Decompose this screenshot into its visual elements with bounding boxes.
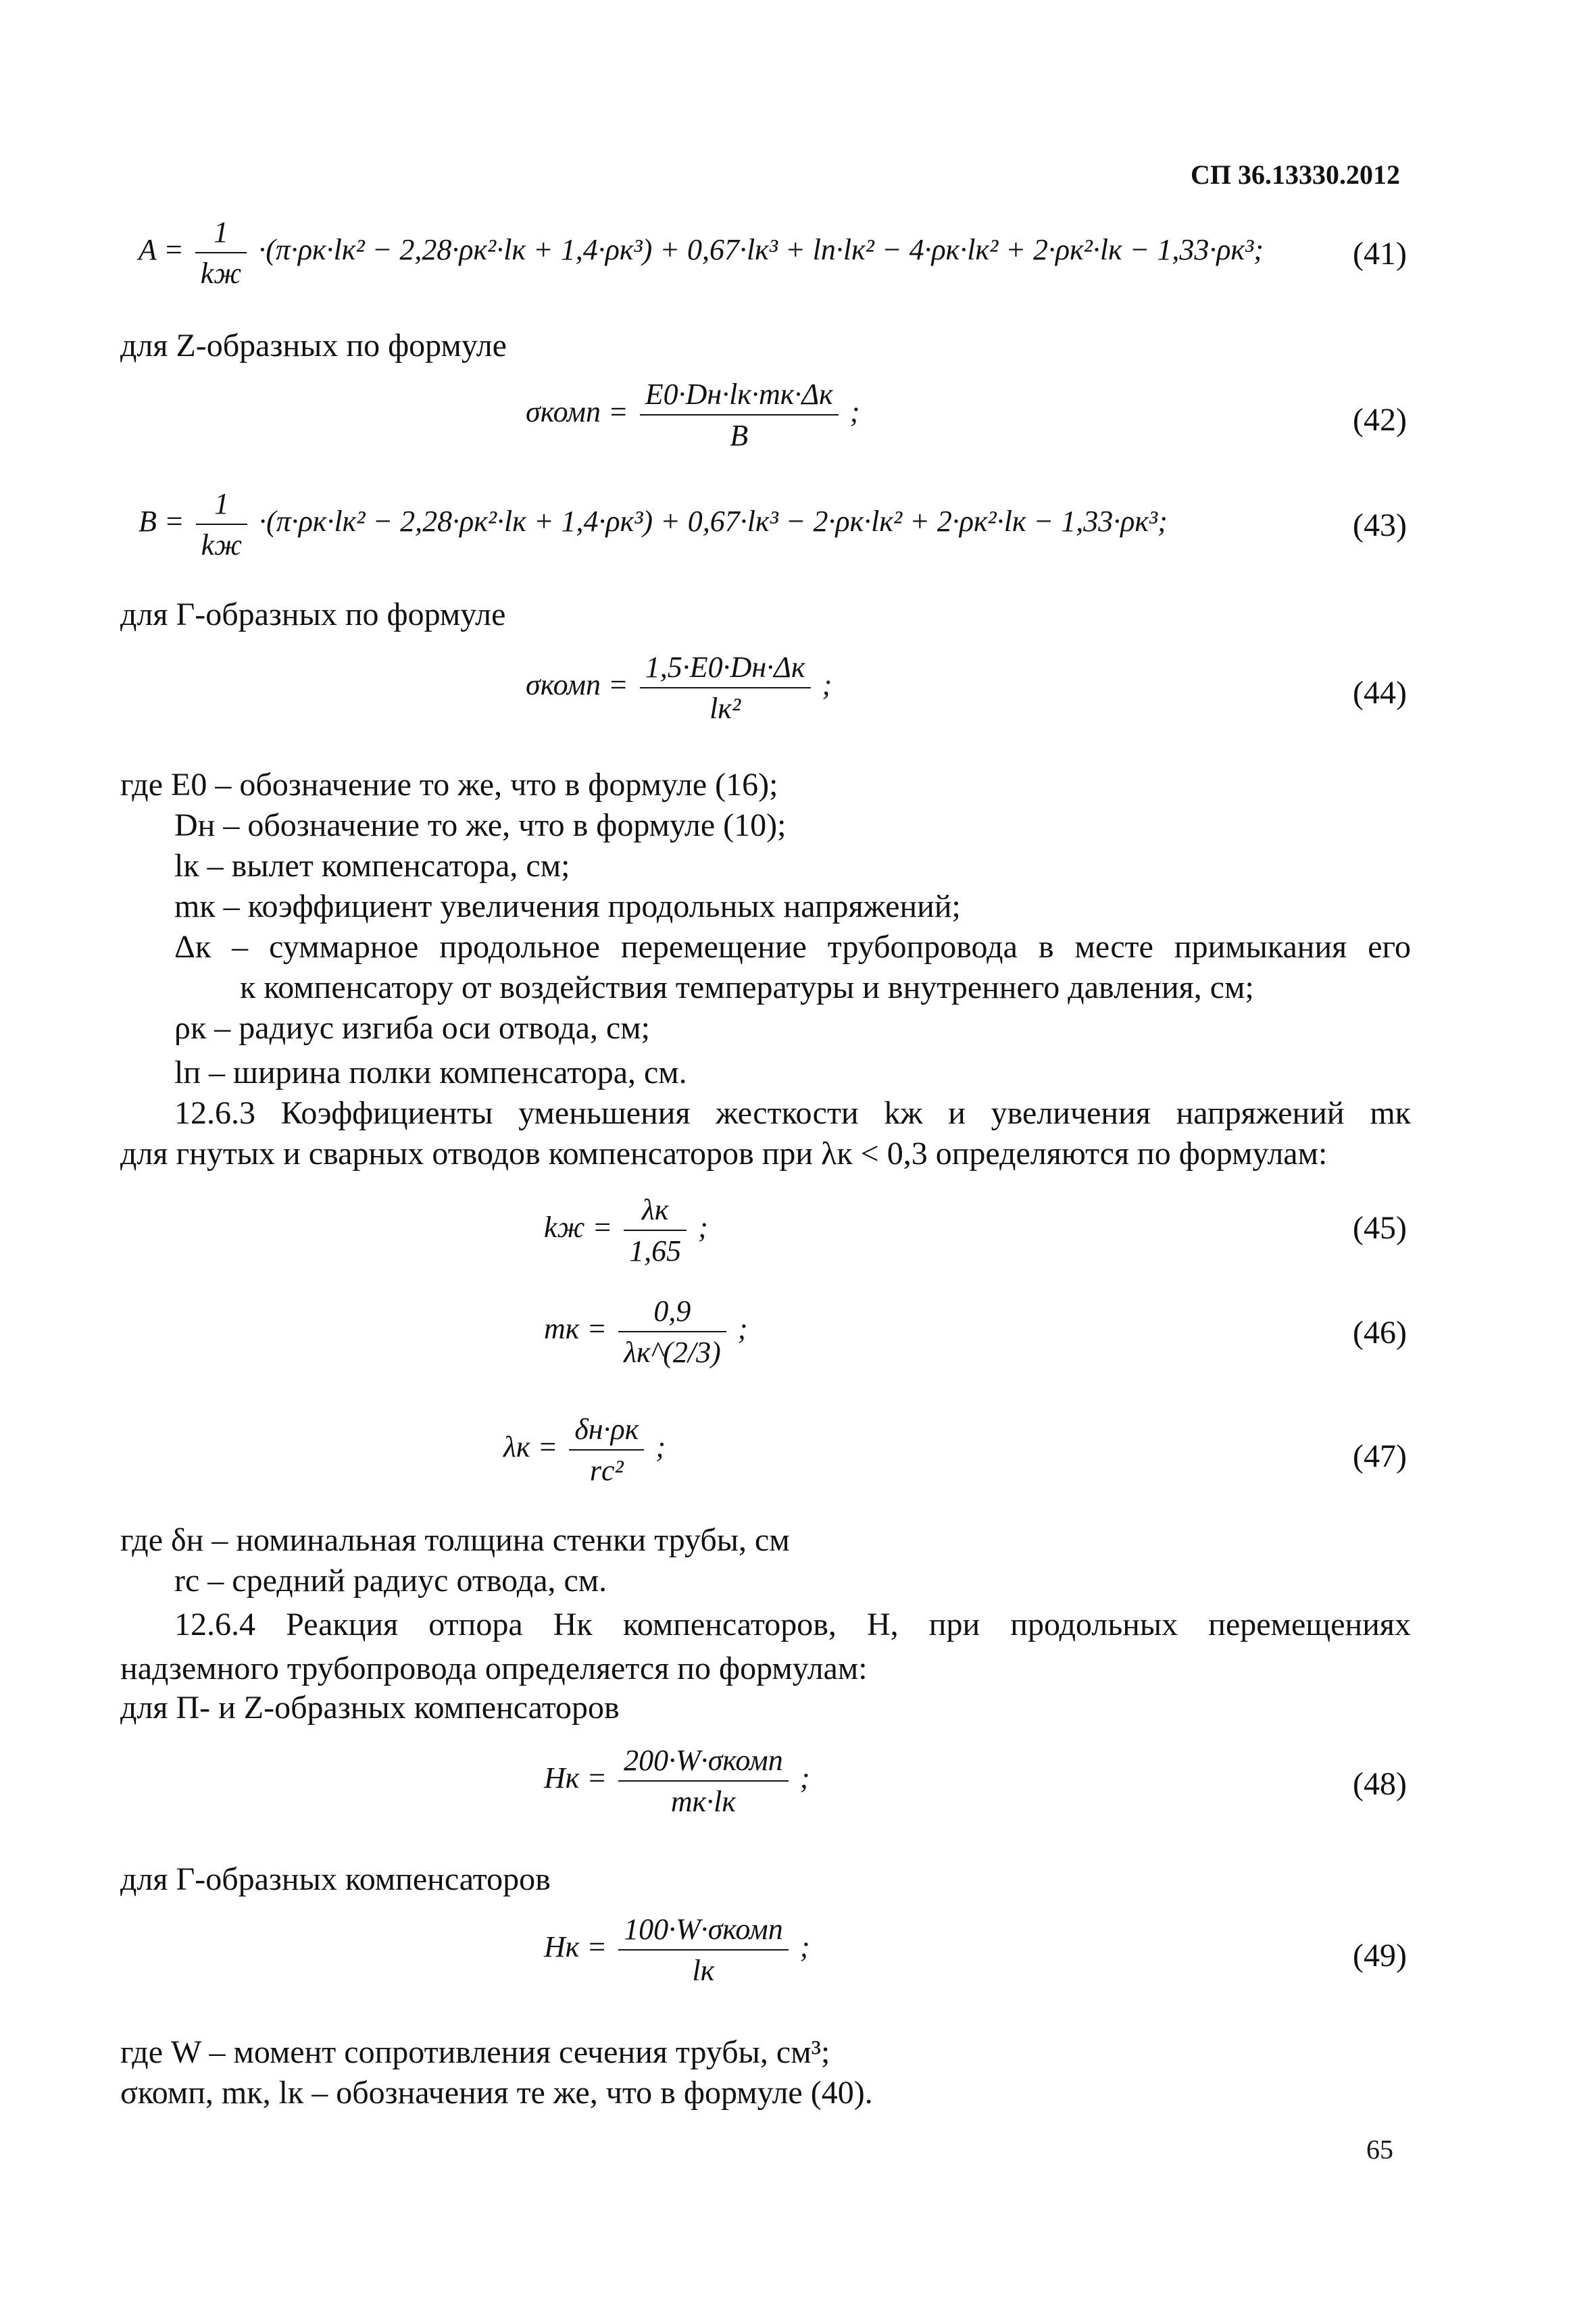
formula-41-rhs: ·(π·ρк·lк² − 2,28·ρк²·lк + 1,4·ρк³) + 0,67·lк³ + lп·lк² − 4·ρк·lк² + 2·ρк²·lк − 1,33·ρк³; xyxy=(258,233,1264,267)
where-sigma-mk-lk: σкомп, mк, lк – обозначения те же, что в формуле (40). xyxy=(120,2075,873,2111)
formula-43-denominator: kж xyxy=(201,528,243,561)
formula-46-number: (46) xyxy=(1353,1315,1407,1351)
formula-47 xyxy=(503,1412,666,1488)
formula-47-number: (47) xyxy=(1353,1438,1407,1474)
formula-47-lhs: λк = xyxy=(503,1430,558,1464)
paragraph-12-6-3-line1: 12.6.3 Коэффициенты уменьшения жесткости kж и увеличения напряжений mк xyxy=(174,1095,1411,1131)
formula-44-number: (44) xyxy=(1353,675,1407,711)
where-lk: lк – вылет компенсатора, см; xyxy=(174,848,570,884)
formula-41-numerator: 1 xyxy=(195,215,247,253)
g-compensators-intro: для Г-образных компенсаторов xyxy=(120,1861,551,1897)
formula-43 xyxy=(139,486,1168,562)
formula-42-denominator: B xyxy=(730,419,749,452)
formula-48-number: (48) xyxy=(1353,1766,1407,1802)
formula-46-rhs: ; xyxy=(737,1312,748,1346)
formula-49-number: (49) xyxy=(1353,1938,1407,1973)
formula-42-fraction xyxy=(640,377,839,453)
formula-43-lhs: B = xyxy=(139,505,184,538)
formula-45-rhs: ; xyxy=(698,1211,708,1244)
z-shaped-intro: для Z-образных по формуле xyxy=(120,328,507,363)
formula-48-fraction xyxy=(618,1743,789,1819)
formula-42-rhs: ; xyxy=(849,395,860,429)
where-delta-k-line2: к компенсатору от воздействия температуры и внутреннего давления, см; xyxy=(240,970,1254,1005)
formula-46-numerator: 0,9 xyxy=(618,1294,726,1332)
formula-48-rhs: ; xyxy=(799,1761,810,1795)
where-rc: rс – средний радиус отвода, см. xyxy=(174,1563,607,1599)
formula-44-rhs: ; xyxy=(822,668,832,702)
formula-48-denominator: mк·lк xyxy=(670,1785,736,1818)
formula-41-number: (41) xyxy=(1353,236,1407,272)
formula-41-denominator: kж xyxy=(200,257,242,290)
page-number: 65 xyxy=(1366,2134,1393,2165)
formula-44-numerator: 1,5·E0·Dн·Δк xyxy=(640,650,811,688)
formula-42-number: (42) xyxy=(1353,402,1407,438)
formula-46-fraction xyxy=(618,1294,726,1369)
formula-45 xyxy=(544,1192,708,1268)
formula-49-fraction xyxy=(618,1912,789,1988)
formula-43-rhs: ·(π·ρк·lк² − 2,28·ρк²·lк + 1,4·ρк³) + 0,67·lк³ − 2·ρк·lк² + 2·ρк²·lк − 1,33·ρк³; xyxy=(259,505,1168,538)
formula-42-lhs: σкомп = xyxy=(526,395,628,429)
formula-49-lhs: Hк = xyxy=(544,1930,607,1964)
formula-45-fraction xyxy=(624,1192,687,1268)
paragraph-12-6-4-line2: надземного трубопровода определяется по формулам: xyxy=(120,1651,868,1686)
formula-42-numerator: E0·Dн·lк·mк·Δк xyxy=(640,377,839,416)
formula-49-rhs: ; xyxy=(799,1930,810,1964)
where-dn: Dн – обозначение то же, что в формуле (10); xyxy=(174,807,787,843)
formula-46-lhs: mк = xyxy=(544,1312,607,1346)
formula-49-numerator: 100·W·σкомп xyxy=(618,1912,789,1951)
where-delta-k-line1: Δк – суммарное продольное перемещение трубопровода в месте примыкания его xyxy=(174,929,1411,965)
formula-45-lhs: kж = xyxy=(544,1211,613,1244)
paragraph-12-6-4-line1: 12.6.4 Реакция отпора Hк компенсаторов, H, при продольных перемещениях xyxy=(174,1607,1411,1642)
formula-47-fraction xyxy=(569,1412,644,1488)
formula-43-fraction xyxy=(196,486,247,562)
formula-41-lhs: A = xyxy=(139,233,184,267)
where-e0: где E0 – обозначение то же, что в формуле (16); xyxy=(120,767,778,803)
where-w: где W – момент сопротивления сечения трубы, см³; xyxy=(120,2034,830,2070)
where-rho-k: ρк – радиус изгиба оси отвода, см; xyxy=(174,1010,650,1046)
formula-46 xyxy=(544,1294,747,1369)
formula-42 xyxy=(526,377,859,453)
g-shaped-intro: для Г-образных по формуле xyxy=(120,597,506,632)
formula-44 xyxy=(526,650,832,726)
formula-44-fraction xyxy=(640,650,811,726)
formula-45-number: (45) xyxy=(1353,1210,1407,1246)
document-code-header: СП 36.13330.2012 xyxy=(1191,159,1400,190)
formula-49-denominator: lк xyxy=(692,1954,715,1987)
formula-48-numerator: 200·W·σкомп xyxy=(618,1743,789,1782)
where-delta-n: где δн – номинальная толщина стенки трубы, см xyxy=(120,1522,790,1558)
formula-49 xyxy=(544,1912,809,1988)
formula-47-numerator: δн·ρк xyxy=(569,1412,644,1451)
formula-46-denominator: λк^(2/3) xyxy=(624,1336,721,1369)
p-and-z-compensators-intro: для П- и Z-образных компенсаторов xyxy=(120,1690,620,1726)
formula-48-lhs: Hк = xyxy=(544,1761,607,1795)
formula-43-numerator: 1 xyxy=(196,486,247,525)
where-lp: lп – ширина полки компенсатора, см. xyxy=(174,1055,687,1090)
formula-41-fraction xyxy=(195,215,247,291)
formula-47-denominator: rс² xyxy=(589,1454,624,1487)
where-mk: mк – коэффициент увеличения продольных напряжений; xyxy=(174,888,961,924)
formula-44-lhs: σкомп = xyxy=(526,668,628,702)
formula-44-denominator: lк² xyxy=(709,692,741,725)
formula-45-denominator: 1,65 xyxy=(629,1234,682,1267)
formula-43-number: (43) xyxy=(1353,507,1407,543)
formula-45-numerator: λк xyxy=(624,1192,687,1231)
formula-48 xyxy=(544,1743,809,1819)
formula-47-rhs: ; xyxy=(655,1430,666,1464)
paragraph-12-6-3-line2: для гнутых и сварных отводов компенсаторов при λк < 0,3 определяются по формулам: xyxy=(120,1136,1328,1172)
formula-41 xyxy=(139,215,1264,291)
